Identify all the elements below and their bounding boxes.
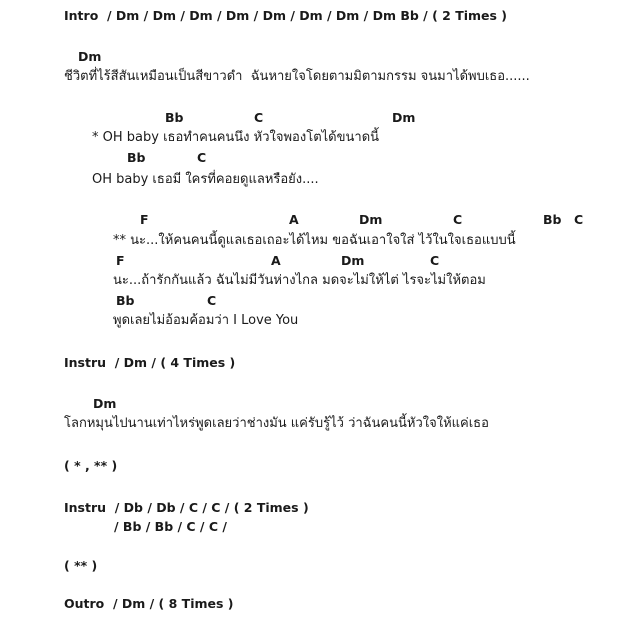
- chord: Bb: [127, 150, 146, 165]
- chord: Bb: [116, 293, 135, 308]
- repeat-marker: ( * , ** ): [64, 458, 118, 473]
- outro-progression: / Dm / ( 8 Times ): [104, 596, 234, 611]
- lyric-line: ** นะ...ให้คนคนนี้ดูแลเธอเถอะได้ไหม ขอฉันเอาใจใส่ ไว้ในใจเธอแบบนี้: [113, 233, 516, 248]
- lyric-line: * OH baby เธอทำคนคนนึง หัวใจพองโตได้ขนาดนี้: [92, 130, 380, 145]
- chord: C: [574, 212, 584, 227]
- repeat-marker: ( ** ): [64, 558, 98, 573]
- section-label-instru: Instru: [64, 355, 107, 370]
- chord: Dm: [392, 110, 416, 125]
- chord: A: [271, 253, 281, 268]
- instru-line: [64, 499, 309, 517]
- chord: C: [197, 150, 207, 165]
- chord: C: [207, 293, 217, 308]
- chord: F: [140, 212, 149, 227]
- section-label-outro: Outro: [64, 596, 105, 611]
- outro-line: [64, 595, 234, 613]
- chord: Bb: [165, 110, 184, 125]
- chord: Dm: [359, 212, 383, 227]
- intro-progression: / Dm / Dm / Dm / Dm / Dm / Dm / Dm / Dm Bb / ( 2 Times ): [98, 8, 508, 23]
- chord: Dm: [78, 49, 102, 64]
- chord: C: [254, 110, 264, 125]
- lyric-line: โลกหมุนไปนานเท่าไหร่พูดเลยว่าช่างมัน แค่รับรู้ไว้ ว่าฉันคนนี้หัวใจให้แค่เธอ: [64, 416, 489, 431]
- instru-line: [64, 354, 235, 372]
- chord: A: [289, 212, 299, 227]
- chord: Dm: [93, 396, 117, 411]
- lyric-line: นะ...ถ้ารักกันแล้ว ฉันไม่มีวันห่างไกล มดจะไม่ให้ไต่ ไรจะไม่ให้ตอม: [113, 273, 486, 288]
- intro-line: [64, 7, 507, 25]
- lyric-line: ชีวิตที่ไร้สีสันเหมือนเป็นสีขาวดำ ฉันหายใจโดยตามมิตามกรรม จนมาได้พบเธอ......: [64, 69, 530, 84]
- section-label-instru: Instru: [64, 500, 107, 515]
- instru-progression: / Dm / ( 4 Times ): [106, 355, 236, 370]
- chord: Dm: [341, 253, 365, 268]
- lyric-line: OH baby เธอมี ใครที่คอยดูแลหรือยัง....: [92, 172, 319, 187]
- chord: Bb: [543, 212, 562, 227]
- chord: C: [453, 212, 463, 227]
- section-label-intro: Intro: [64, 8, 99, 23]
- chord: C: [430, 253, 440, 268]
- instru-progression: / Db / Db / C / C / ( 2 Times ): [106, 500, 309, 515]
- lyric-line: พูดเลยไม่อ้อมค้อมว่า I Love You: [113, 313, 299, 328]
- chord: F: [116, 253, 125, 268]
- instru-progression-line2: / Bb / Bb / C / C /: [114, 519, 227, 534]
